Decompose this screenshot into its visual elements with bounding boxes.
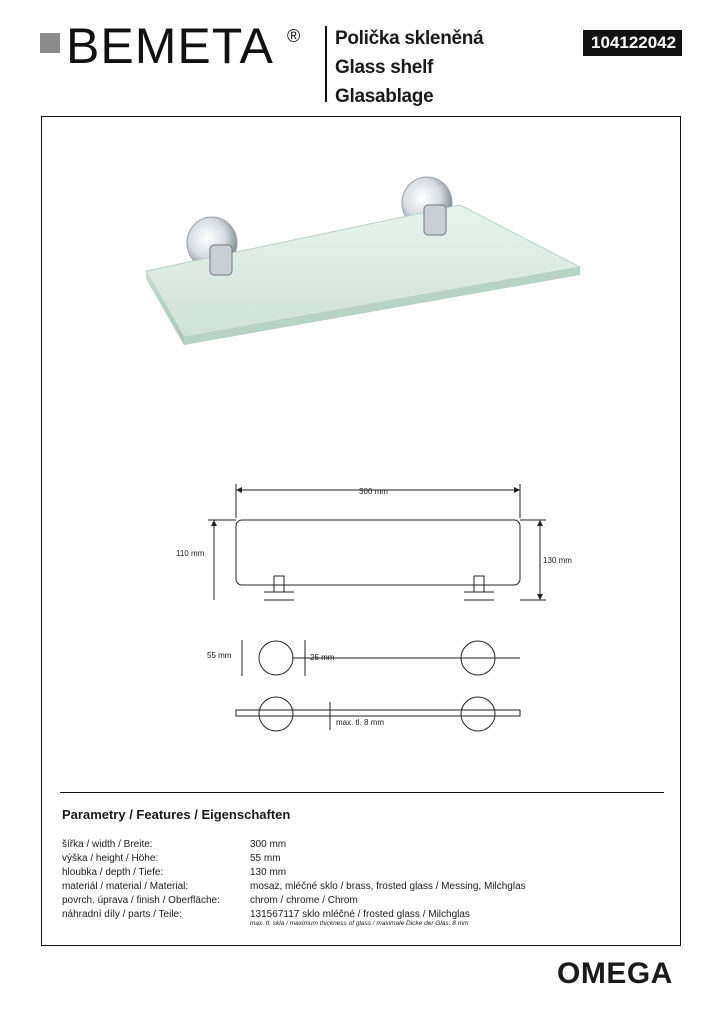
- spec-label: šířka / width / Breite:: [62, 839, 153, 850]
- spec-label: hloubka / depth / Tiefe:: [62, 867, 164, 878]
- spec-label: materiál / material / Material:: [62, 881, 189, 892]
- header-divider: [325, 26, 327, 102]
- right-bracket: [424, 205, 446, 235]
- spec-value: 130 mm: [250, 867, 287, 878]
- left-bracket: [210, 245, 232, 275]
- spec-row: [62, 866, 662, 880]
- height-dimension-label: 110 mm: [176, 549, 205, 558]
- spec-value: 131567117 sklo mléčné / frosted glass / Milchglas: [250, 909, 470, 920]
- spec-row: [62, 894, 662, 908]
- features-heading: Parametry / Features / Eigenschaften: [62, 807, 291, 822]
- series-name: OMEGA: [557, 957, 673, 990]
- spec-value: 55 mm: [250, 853, 281, 864]
- brand-logo: BEMETA: [66, 18, 274, 74]
- product-photo: [140, 175, 600, 375]
- spec-value: 300 mm: [250, 839, 287, 850]
- title-cz: Polička skleněná: [335, 28, 484, 49]
- width-dimension-label: 300 mm: [359, 487, 388, 496]
- spec-row: [62, 880, 662, 894]
- registered-mark: ®: [287, 26, 301, 46]
- section-divider: [60, 792, 664, 793]
- glass-thickness-label: max. tl. 8 mm: [336, 718, 385, 727]
- spec-label: povrch. úprava / finish / Oberfläche:: [62, 895, 220, 906]
- features-table: [62, 838, 662, 922]
- product-titles: [335, 24, 483, 111]
- depth-dimension-label: 130 mm: [543, 556, 572, 565]
- thickness-note: max. tl. skla / maximum thickness of glass / maximale Dicke der Glas: 8 mm: [250, 920, 469, 927]
- spec-value: chrom / chrome / Chrom: [250, 895, 358, 906]
- bracket-height-label: 55 mm: [207, 651, 232, 660]
- title-en: Glass shelf: [335, 57, 434, 78]
- title-de: Glasablage: [335, 86, 434, 107]
- brand-mark: [40, 33, 60, 53]
- bracket-offset-label: 25 mm: [310, 653, 335, 662]
- spec-label: výška / height / Höhe:: [62, 853, 159, 864]
- spec-row: [62, 852, 662, 866]
- spec-row: [62, 838, 662, 852]
- spec-label: náhradní díly / parts / Teile:: [62, 909, 182, 920]
- spec-value: mosaz, mléčné sklo / brass, frosted glass / Messing, Milchglas: [250, 881, 526, 892]
- product-code: 104122042: [583, 30, 682, 56]
